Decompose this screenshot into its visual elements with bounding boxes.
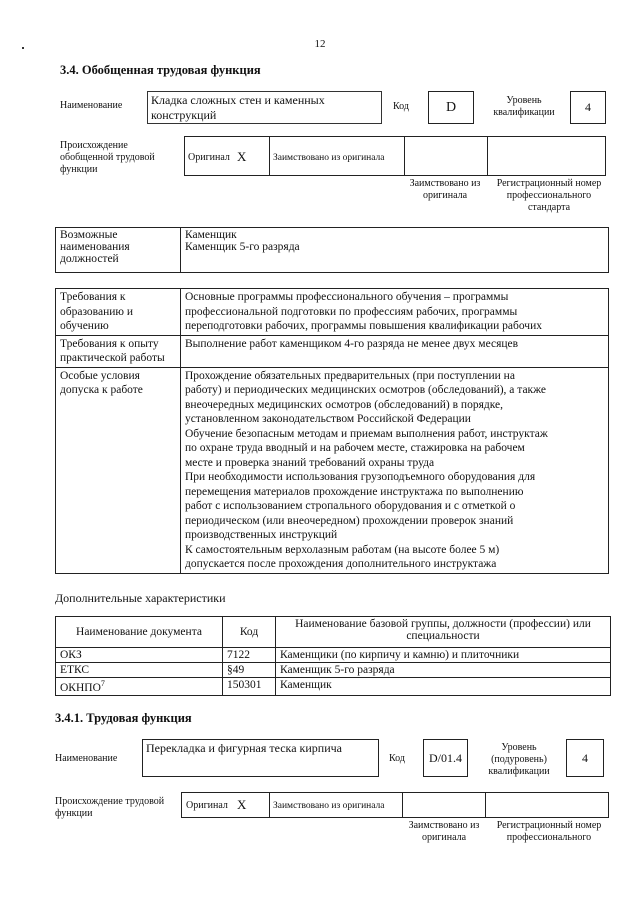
- function-name-value: Кладка сложных стен и каменных конструкций: [151, 93, 325, 122]
- origin-original-cell: [181, 792, 270, 818]
- position-item: Каменщик: [185, 229, 237, 241]
- origin-mark: X: [237, 797, 247, 812]
- origin-label: Происхождение обобщенной трудовой функции: [60, 140, 155, 175]
- req-row-experience: [56, 335, 609, 367]
- level-box: [566, 739, 604, 777]
- table-row: [56, 648, 611, 663]
- origin-original-label: Оригинал: [188, 152, 230, 163]
- req-line: Выполнение работ каменщиком 4-го разряда не менее двух месяцев: [185, 337, 519, 350]
- level-label: Уровень квалификации: [493, 95, 555, 118]
- req-label: Особые условия допуска к работе: [56, 367, 181, 573]
- req-line: периодическом (или внеочередном) прохождении проверок знаний: [185, 514, 514, 527]
- origin-empty-cell-2: [485, 792, 609, 818]
- req-line: по охране труда вводный и на рабочем месте, стажировка на рабочем: [185, 442, 525, 454]
- header-name: Наименование базовой группы, должности (профессии) или специальности: [276, 617, 611, 648]
- origin-borrowed-label: Заимствовано из оригинала: [273, 153, 385, 163]
- origin-row: [184, 136, 606, 176]
- positions-row: [56, 228, 609, 273]
- section-title-3-4-1: 3.4.1. Трудовая функция: [55, 711, 192, 725]
- function-name-box: [147, 91, 382, 124]
- foot-borrowed: Заимствовано из оригинала: [408, 820, 480, 843]
- additional-title: Дополнительные характеристики: [55, 591, 226, 605]
- foot-borrowed: Заимствовано из оригинала: [409, 178, 481, 201]
- req-line: Обучение безопасным методам и приемам выполнения работ, инструктаж: [185, 427, 548, 440]
- req-line: При необходимости использования грузоподъемного оборудования для: [185, 471, 536, 483]
- header-code: Код: [223, 617, 276, 648]
- function-name-box: [142, 739, 379, 777]
- row-doc: ЕТКС: [56, 663, 223, 678]
- req-value: [181, 335, 609, 367]
- table-row: [56, 663, 611, 678]
- code-value: D: [445, 100, 457, 115]
- origin-borrowed-label: Заимствовано из оригинала: [273, 801, 385, 811]
- origin-original-cell: [184, 136, 270, 176]
- req-value: [181, 289, 609, 336]
- name-label: Наименование: [55, 753, 118, 764]
- table-row: [56, 678, 611, 696]
- req-line: К самостоятельным верхолазным работам (на высоте более 5 м): [185, 543, 500, 556]
- code-label: Код: [389, 753, 405, 764]
- level-label: Уровень (подуровень) квалификации: [488, 742, 550, 777]
- origin-empty-cell-2: [487, 136, 606, 176]
- req-line: внеочередных медицинских осмотров (обследований) в порядке,: [185, 398, 504, 411]
- origin-mark: X: [237, 149, 247, 164]
- code-box: [423, 739, 468, 777]
- origin-row: [181, 792, 609, 818]
- level-value: 4: [582, 751, 588, 765]
- code-value: D/01.4: [429, 751, 462, 765]
- row-code: 150301: [223, 678, 276, 696]
- req-line: профессиональной подготовки по профессиям рабочих, программы: [185, 305, 518, 318]
- function-name-value: Перекладка и фигурная теска кирпича: [146, 741, 342, 755]
- row-name: Каменщик: [276, 678, 611, 696]
- origin-label: Происхождение трудовой функции: [55, 796, 165, 819]
- header-doc: Наименование документа: [56, 617, 223, 648]
- req-line: работ с использованием стропального оборудования и с отметкой о: [185, 500, 516, 512]
- req-line: Прохождение обязательных предварительных (при поступлении на: [185, 369, 515, 382]
- additional-table: [55, 616, 611, 696]
- origin-borrowed-cell: [269, 792, 403, 818]
- row-code: 7122: [223, 648, 276, 663]
- code-label: Код: [393, 101, 409, 112]
- req-line: установленном законодательством Российской Федерации: [185, 413, 471, 425]
- row-doc-cell: [56, 678, 223, 696]
- req-line: допускается после прохождения дополнительного инструктажа: [185, 558, 497, 570]
- positions-label: Возможные наименования должностей: [56, 228, 181, 273]
- req-line: переподготовки рабочих, программы повышения квалификации рабочих: [185, 320, 542, 332]
- req-row-education: [56, 289, 609, 336]
- req-line: работу) и периодических медицинских осмотров (обследований), а также: [185, 384, 547, 396]
- row-name: Каменщики (по кирпичу и камню) и плиточники: [276, 648, 611, 663]
- name-label: Наименование: [60, 100, 123, 111]
- req-line: перемещения материалов прохождение инструктажа по выполнению: [185, 485, 524, 498]
- page-number: 12: [314, 38, 326, 50]
- row-code: §49: [223, 663, 276, 678]
- foot-regnum: Регистрационный номер профессионального: [496, 820, 602, 843]
- level-value: 4: [585, 100, 591, 114]
- req-label: Требования к образованию и обучению: [56, 289, 181, 336]
- footnote-ref: 7: [100, 679, 105, 688]
- section-title-3-4: 3.4. Обобщенная трудовая функция: [60, 63, 261, 77]
- req-line: месте и проверка знаний требований охраны труда: [185, 456, 435, 469]
- req-line: Основные программы профессионального обучения – программы: [185, 291, 509, 303]
- origin-empty-cell-1: [404, 136, 488, 176]
- additional-header-row: [56, 617, 611, 648]
- req-label: Требования к опыту практической работы: [56, 335, 181, 367]
- scan-speck: [22, 47, 24, 49]
- code-box: [428, 91, 474, 124]
- position-item: Каменщик 5-го разряда: [185, 241, 300, 253]
- origin-original-label: Оригинал: [186, 800, 228, 811]
- positions-table: [55, 227, 609, 273]
- row-doc: ОКЗ: [56, 648, 223, 663]
- req-value: [181, 367, 609, 573]
- level-box: [570, 91, 606, 124]
- origin-borrowed-cell: [269, 136, 405, 176]
- origin-empty-cell-1: [402, 792, 486, 818]
- row-doc: ОКНПО: [60, 681, 101, 694]
- req-row-admission: [56, 367, 609, 573]
- req-line: производственных инструкций: [185, 529, 338, 541]
- positions-values: [181, 228, 609, 273]
- row-name: Каменщик 5-го разряда: [276, 663, 611, 678]
- foot-regnum: Регистрационный номер профессионального стандарта: [496, 178, 602, 213]
- requirements-table: [55, 288, 609, 574]
